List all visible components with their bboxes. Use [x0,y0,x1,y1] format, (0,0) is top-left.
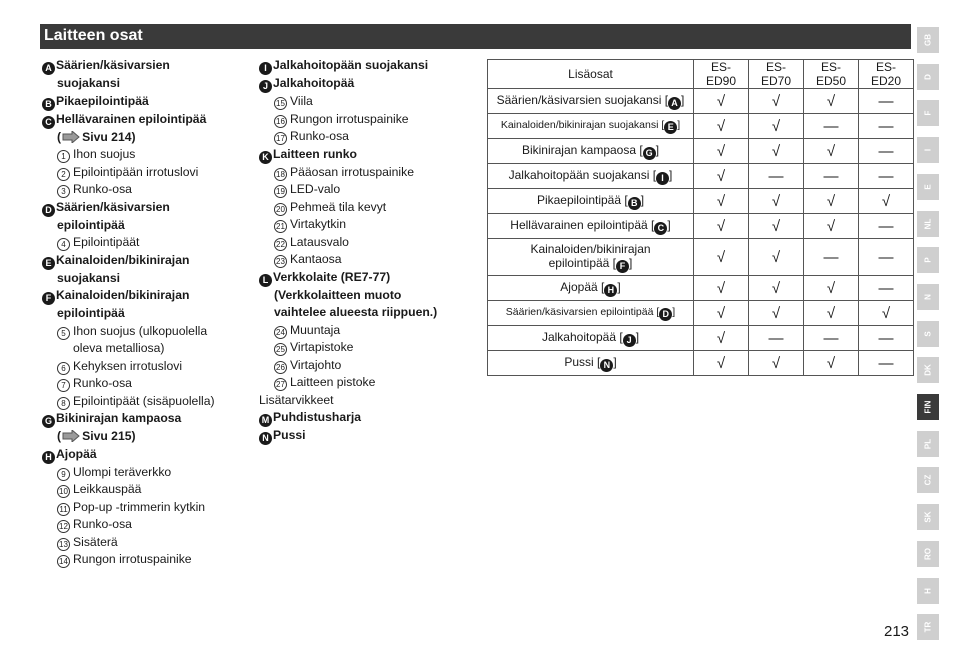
availability-cell: — [859,164,914,189]
item-24: 24 Muuntaja [259,322,474,340]
number-badge: 15 [274,97,287,110]
language-tab-n[interactable]: N [917,284,939,310]
accessory-name-cell: Kainaloiden/bikinirajan suojakansi [ E ] [488,114,694,139]
number-badge: 12 [57,520,70,533]
table-row [488,114,914,139]
letter-badge: C [42,116,55,129]
letter-badge: A [42,62,55,75]
item-23: 23 Kantaosa [259,251,474,269]
number-badge: 6 [57,362,70,375]
number-badge: 22 [274,238,287,251]
number-badge: 21 [274,220,287,233]
availability-cell: √ [694,139,749,164]
item-19: 19 LED-valo [259,181,474,199]
number-badge: 19 [274,185,287,198]
part-L-cont: (Verkkolaitteen muoto [274,287,402,302]
part-K: K Laitteen runko [259,146,474,164]
item-7: 7 Runko-osa [42,375,242,393]
language-tab-dk[interactable]: DK [917,357,939,383]
part-M: M Puhdistusharja [259,409,474,427]
part-D-cont: epilointipää [57,217,125,232]
accessory-name-cell: Kainaloiden/bikinirajan epilointipää [ F ] [488,239,694,276]
letter-badge: G [643,147,656,160]
number-badge: 24 [274,326,287,339]
number-badge: 8 [57,397,70,410]
letter-badge: H [42,451,55,464]
availability-cell: — [859,351,914,376]
number-badge: 5 [57,327,70,340]
letter-badge: H [604,284,617,297]
item-2: 2 Epilointipään irrotuslovi [42,164,242,182]
item-10: 10 Leikkauspää [42,481,242,499]
letter-badge: F [616,260,629,273]
language-tab-fin[interactable]: FIN [917,394,939,420]
parts-list-left [42,57,242,569]
number-badge: 14 [57,555,70,568]
accessories-heading: Lisätarvikkeet [259,392,334,407]
number-badge: 25 [274,343,287,356]
number-badge: 1 [57,150,70,163]
item-12: 12 Runko-osa [42,516,242,534]
letter-badge: B [42,98,55,111]
number-badge: 2 [57,168,70,181]
section-header [40,24,911,49]
language-tab-nl[interactable]: NL [917,211,939,237]
availability-cell: √ [804,89,859,114]
item-17: 17 Runko-osa [259,128,474,146]
language-tab-sk[interactable]: SK [917,504,939,530]
part-B: B Pikaepilointipää [42,93,242,111]
accessory-name-cell: Pikaepilointipää [ B ] [488,189,694,214]
language-tab-ro[interactable]: RO [917,541,939,567]
letter-badge: G [42,415,55,428]
table-row [488,139,914,164]
part-H: H Ajopää [42,446,242,464]
item-18: 18 Pääosan irrotuspainike [259,164,474,182]
availability-cell: √ [694,189,749,214]
language-tab-e[interactable]: E [917,174,939,200]
accessory-table [487,59,914,376]
language-tab-tr[interactable]: TR [917,614,939,640]
availability-cell: √ [749,351,804,376]
item-26: 26 Virtajohto [259,357,474,375]
item-13: 13 Sisäterä [42,534,242,552]
letter-badge: D [659,308,672,321]
item-5-cont: oleva metalliosa) [73,341,165,355]
letter-badge: E [664,121,677,134]
availability-cell: √ [694,276,749,301]
availability-cell: √ [749,239,804,276]
availability-cell: √ [749,114,804,139]
part-G: G Bikinirajan kampaosa [42,410,242,428]
availability-cell: — [859,239,914,276]
letter-badge: K [259,151,272,164]
part-I: I Jalkahoitopään suojakansi [259,57,474,75]
language-tab-s[interactable]: S [917,321,939,347]
accessory-name-cell: Säärien/käsivarsien suojakansi [ A ] [488,89,694,114]
letter-badge: B [628,197,641,210]
item-25: 25 Virtapistoke [259,339,474,357]
part-J: J Jalkahoitopää [259,75,474,93]
availability-cell: — [804,326,859,351]
number-badge: 11 [57,503,70,516]
number-badge: 13 [57,538,70,551]
language-tab-d[interactable]: D [917,64,939,90]
column-header: ES-ED70 [749,60,804,89]
number-badge: 27 [274,378,287,391]
arrow-right-icon [62,430,80,442]
number-badge: 20 [274,203,287,216]
table-row [488,239,914,276]
item-9: 9 Ulompi teräverkko [42,464,242,482]
letter-badge: J [623,334,636,347]
letter-badge: N [259,432,272,445]
page-reference: ( Sivu 215) [57,429,136,443]
letter-badge: M [259,414,272,427]
availability-cell: √ [749,301,804,326]
availability-cell: — [859,139,914,164]
part-C: C Hellävarainen epilointipää [42,111,242,129]
item-20: 20 Pehmeä tila kevyt [259,199,474,217]
item-8: 8 Epilointipäät (sisäpuolella) [42,393,242,411]
language-tab-f[interactable]: F [917,100,939,126]
availability-cell: √ [694,239,749,276]
accessory-name-cell: Säärien/käsivarsien epilointipää [ D ] [488,301,694,326]
section-title: Laitteen osat [44,27,143,44]
column-header: ES-ED90 [694,60,749,89]
availability-cell: √ [749,189,804,214]
item-1: 1 Ihon suojus [42,146,242,164]
language-tab-i[interactable]: I [917,137,939,163]
item-4: 4 Epilointipäät [42,234,242,252]
item-21: 21 Virtakytkin [259,216,474,234]
letter-badge: A [668,97,681,110]
table-row [488,351,914,376]
availability-cell: √ [804,214,859,239]
part-L: L Verkkolaite (RE7-77) [259,269,474,287]
part-E-cont: suojakansi [57,270,120,285]
part-A: A Säärien/käsivarsien [42,57,242,75]
availability-cell: √ [859,189,914,214]
table-row [488,301,914,326]
availability-cell: √ [694,326,749,351]
parts-list-right [259,57,474,445]
arrow-right-icon [62,131,80,143]
number-badge: 26 [274,361,287,374]
letter-badge: E [42,257,55,270]
availability-cell: √ [694,351,749,376]
language-tab-gb[interactable]: GB [917,27,939,53]
number-badge: 3 [57,185,70,198]
accessory-name-cell: Pussi [ N ] [488,351,694,376]
table-row [488,276,914,301]
availability-cell: — [749,326,804,351]
accessory-name-cell: Jalkahoitopään suojakansi [ I ] [488,164,694,189]
column-header: ES-ED20 [859,60,914,89]
accessory-name-cell: Jalkahoitopää [ J ] [488,326,694,351]
availability-cell: √ [749,139,804,164]
availability-cell: √ [694,301,749,326]
table-row [488,89,914,114]
item-14: 14 Rungon irrotuspainike [42,551,242,569]
availability-cell: √ [804,189,859,214]
availability-cell: √ [804,351,859,376]
item-11: 11 Pop-up -trimmerin kytkin [42,499,242,517]
number-badge: 7 [57,379,70,392]
availability-cell: √ [749,276,804,301]
item-5: 5 Ihon suojus (ulkopuolella [42,323,242,341]
number-badge: 10 [57,485,70,498]
accessory-name-cell: Hellävarainen epilointipää [ C ] [488,214,694,239]
part-F-cont: epilointipää [57,306,125,320]
column-header: Lisäosat [488,60,694,89]
number-badge: 9 [57,468,70,481]
availability-cell: — [749,164,804,189]
availability-cell: — [859,276,914,301]
availability-cell: — [859,214,914,239]
availability-cell: √ [694,164,749,189]
language-tab-cz[interactable]: CZ [917,467,939,493]
table-row [488,164,914,189]
item-16: 16 Rungon irrotuspainike [259,111,474,129]
number-badge: 17 [274,132,287,145]
item-6: 6 Kehyksen irrotuslovi [42,358,242,376]
letter-badge: L [259,274,272,287]
table-row [488,326,914,351]
letter-badge: J [259,80,272,93]
availability-cell: √ [749,89,804,114]
availability-cell: √ [694,114,749,139]
availability-cell: — [804,114,859,139]
part-A-cont: suojakansi [57,76,120,90]
availability-cell: √ [749,214,804,239]
availability-cell: — [859,326,914,351]
letter-badge: I [656,172,669,185]
letter-badge: N [600,359,613,372]
availability-cell: √ [859,301,914,326]
availability-cell: — [804,164,859,189]
accessory-name-cell: Bikinirajan kampaosa [ G ] [488,139,694,164]
table-row [488,189,914,214]
availability-cell: — [859,114,914,139]
page-reference: ( Sivu 214) [57,129,136,144]
item-3: 3 Runko-osa [42,181,242,199]
item-22: 22 Latausvalo [259,234,474,252]
column-header: ES-ED50 [804,60,859,89]
part-L-cont2: vaihtelee alueesta riippuen.) [274,305,438,319]
number-badge: 4 [57,238,70,251]
availability-cell: √ [804,276,859,301]
availability-cell: √ [694,214,749,239]
availability-cell: — [859,89,914,114]
availability-cell: √ [694,89,749,114]
number-badge: 16 [274,115,287,128]
table-row [488,214,914,239]
part-N: N Pussi [259,427,474,445]
table-header-row [488,60,914,89]
item-27: 27 Laitteen pistoke [259,374,474,392]
language-tab-pl[interactable]: PL [917,431,939,457]
letter-badge: F [42,292,55,305]
letter-badge: I [259,62,272,75]
availability-cell: — [804,239,859,276]
language-tab-p[interactable]: P [917,247,939,273]
letter-badge: C [654,222,667,235]
part-D: D Säärien/käsivarsien [42,199,242,217]
number-badge: 23 [274,255,287,268]
part-E: E Kainaloiden/bikinirajan [42,252,242,270]
letter-badge: D [42,204,55,217]
availability-cell: √ [804,139,859,164]
part-F: F Kainaloiden/bikinirajan [42,287,242,305]
language-tab-h[interactable]: H [917,578,939,604]
availability-cell: √ [804,301,859,326]
number-badge: 18 [274,168,287,181]
accessory-name-cell: Ajopää [ H ] [488,276,694,301]
page-number: 213 [884,623,910,640]
item-15: 15 Viila [259,93,474,111]
